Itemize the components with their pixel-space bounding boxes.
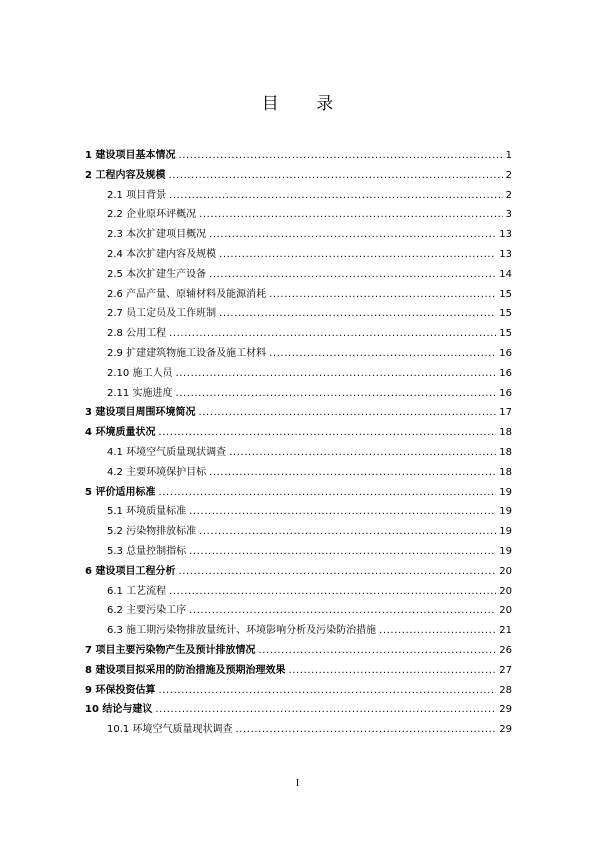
toc-dot-leader <box>178 146 502 166</box>
toc-entry[interactable] <box>85 225 512 245</box>
toc-entry-page: 1 <box>505 150 512 161</box>
toc-entry[interactable] <box>85 285 512 305</box>
toc-entry-page: 20 <box>499 605 512 617</box>
toc-dot-leader <box>155 700 496 720</box>
toc-entry-title: 5 评价适用标准 <box>85 486 156 498</box>
toc-entry[interactable] <box>85 166 512 186</box>
toc-dot-leader <box>235 720 496 740</box>
toc-entry[interactable] <box>85 384 512 404</box>
toc-entry-title: 6.1 工艺流程 <box>107 585 167 597</box>
toc-entry[interactable] <box>85 601 512 621</box>
toc-entry-title: 8 建设项目拟采用的防治措施及预期治理效果 <box>85 664 286 676</box>
toc-entry-title: 1 建设项目基本情况 <box>85 150 176 161</box>
toc-entry-page: 21 <box>499 625 512 637</box>
toc-entry-title: 5.2 污染物排放标准 <box>107 526 197 538</box>
toc-entry[interactable] <box>85 403 512 423</box>
toc-dot-leader <box>229 443 496 463</box>
toc-dot-leader <box>209 225 496 245</box>
toc-entry-title: 2.11 实施进度 <box>107 387 173 399</box>
toc-entry-title: 2 工程内容及规模 <box>85 169 166 181</box>
toc-dot-leader <box>169 582 496 602</box>
toc-entry[interactable] <box>85 205 512 225</box>
toc-entry[interactable] <box>85 522 512 542</box>
toc-entry-title: 6.2 主要污染工序 <box>107 605 187 617</box>
toc-entry-page: 18 <box>499 427 512 439</box>
toc-dot-leader <box>168 166 502 186</box>
toc-dot-leader <box>209 265 496 285</box>
toc-dot-leader <box>198 403 496 423</box>
toc-dot-leader <box>189 502 496 522</box>
toc-entry-page: 27 <box>499 664 512 676</box>
toc-entry-title: 2.8 公用工程 <box>107 328 167 340</box>
toc-dot-leader <box>189 542 496 562</box>
toc-entry[interactable] <box>85 364 512 384</box>
toc-dot-leader <box>158 483 496 503</box>
toc-entry-page: 29 <box>499 704 512 716</box>
toc-entry-title: 4 环境质量状况 <box>85 427 156 439</box>
toc-entry-page: 15 <box>499 308 512 320</box>
toc-entry-page: 15 <box>499 288 512 300</box>
toc-entry[interactable] <box>85 344 512 364</box>
toc-entry-page: 19 <box>499 506 512 518</box>
toc-entry[interactable] <box>85 720 512 740</box>
toc-entry-title: 2.2 企业原环评概况 <box>107 209 197 221</box>
toc-entry[interactable] <box>85 661 512 681</box>
toc-entry-page: 26 <box>499 644 512 656</box>
toc-dot-leader <box>219 304 496 324</box>
toc-dot-leader <box>199 522 496 542</box>
toc-entry[interactable] <box>85 463 512 483</box>
toc-entry[interactable] <box>85 700 512 720</box>
toc-dot-leader <box>189 601 496 621</box>
toc-entry[interactable] <box>85 324 512 344</box>
toc-dot-leader <box>175 384 496 404</box>
toc-entry[interactable] <box>85 502 512 522</box>
toc-dot-leader <box>209 463 496 483</box>
page-number: I <box>295 778 300 789</box>
toc-entry-title: 5.1 环境质量标准 <box>107 506 187 518</box>
toc-entry-title: 2.5 本次扩建生产设备 <box>107 268 207 280</box>
toc-dot-leader <box>169 324 496 344</box>
toc-entry[interactable] <box>85 621 512 641</box>
toc-entry[interactable] <box>85 146 512 166</box>
toc-entry-page: 15 <box>499 328 512 340</box>
toc-entry-page: 16 <box>499 367 512 379</box>
toc-entry-page: 13 <box>499 229 512 241</box>
toc-entry[interactable] <box>85 483 512 503</box>
toc-entry[interactable] <box>85 562 512 582</box>
toc-entry-title: 2.7 员工定员及工作班制 <box>107 308 217 320</box>
toc-dot-leader <box>379 621 496 641</box>
toc-dot-leader <box>169 186 503 206</box>
toc-entry-page: 19 <box>499 545 512 557</box>
toc-entry-title: 7 项目主要污染物产生及预计排放情况 <box>85 644 256 656</box>
toc-entry-page: 18 <box>499 446 512 458</box>
toc-dot-leader <box>175 364 496 384</box>
toc-dot-leader <box>158 423 496 443</box>
toc-entry-page: 16 <box>499 387 512 399</box>
toc-entry-page: 17 <box>499 407 512 419</box>
toc-entry-page: 2 <box>505 169 512 181</box>
toc-entry[interactable] <box>85 423 512 443</box>
toc-entry-title: 6.3 施工期污染物排放量统计、环境影响分析及污染防治措施 <box>107 625 377 637</box>
toc-entry-title: 4.2 主要环境保护目标 <box>107 466 207 478</box>
toc-entry-title: 5.3 总量控制指标 <box>107 545 187 557</box>
toc-entry[interactable] <box>85 641 512 661</box>
toc-entry-page: 19 <box>499 526 512 538</box>
page-title: 目 录 <box>261 94 350 114</box>
toc-entry-page: 29 <box>499 724 512 736</box>
toc-entry-title: 2.3 本次扩建项目概况 <box>107 229 207 241</box>
toc-entry-title: 9 环保投资估算 <box>85 684 156 696</box>
toc-entry-title: 2.6 产品产量、原辅材料及能源消耗 <box>107 288 267 300</box>
toc-dot-leader <box>269 285 496 305</box>
toc-entry-title: 10.1 环境空气质量现状调查 <box>107 724 233 736</box>
toc-entry-title: 2.1 项目背景 <box>107 189 167 201</box>
toc-entry-page: 16 <box>499 347 512 359</box>
toc-entry-title: 2.10 施工人员 <box>107 367 173 379</box>
toc-dot-leader <box>269 344 496 364</box>
toc-dot-leader <box>288 661 496 681</box>
toc-entry-page: 13 <box>499 248 512 260</box>
toc-dot-leader <box>258 641 496 661</box>
toc-entry[interactable] <box>85 186 512 206</box>
toc-entry-title: 10 结论与建议 <box>85 704 153 716</box>
toc-dot-leader <box>178 562 496 582</box>
toc-entry[interactable] <box>85 304 512 324</box>
toc-dot-leader <box>158 681 496 701</box>
toc-dot-leader <box>199 205 503 225</box>
toc-entry-page: 28 <box>499 684 512 696</box>
table-of-contents <box>85 146 512 740</box>
toc-entry[interactable] <box>85 265 512 285</box>
toc-entry-page: 19 <box>499 486 512 498</box>
toc-entry[interactable] <box>85 443 512 463</box>
toc-entry[interactable] <box>85 582 512 602</box>
toc-entry-page: 2 <box>505 189 512 201</box>
toc-entry-title: 2.4 本次扩建内容及规模 <box>107 248 217 260</box>
toc-entry-page: 20 <box>499 565 512 577</box>
toc-dot-leader <box>219 245 496 265</box>
toc-entry[interactable] <box>85 245 512 265</box>
toc-entry-title: 2.9 扩建建筑物施工设备及施工材料 <box>107 347 267 359</box>
toc-entry-page: 20 <box>499 585 512 597</box>
toc-entry-page: 18 <box>499 466 512 478</box>
toc-entry-title: 6 建设项目工程分析 <box>85 565 176 577</box>
toc-entry-title: 4.1 环境空气质量现状调查 <box>107 446 227 458</box>
toc-entry-page: 3 <box>505 209 512 221</box>
toc-entry-page: 14 <box>499 268 512 280</box>
toc-entry[interactable] <box>85 542 512 562</box>
toc-entry-title: 3 建设项目周围环境简况 <box>85 407 196 419</box>
toc-entry[interactable] <box>85 681 512 701</box>
